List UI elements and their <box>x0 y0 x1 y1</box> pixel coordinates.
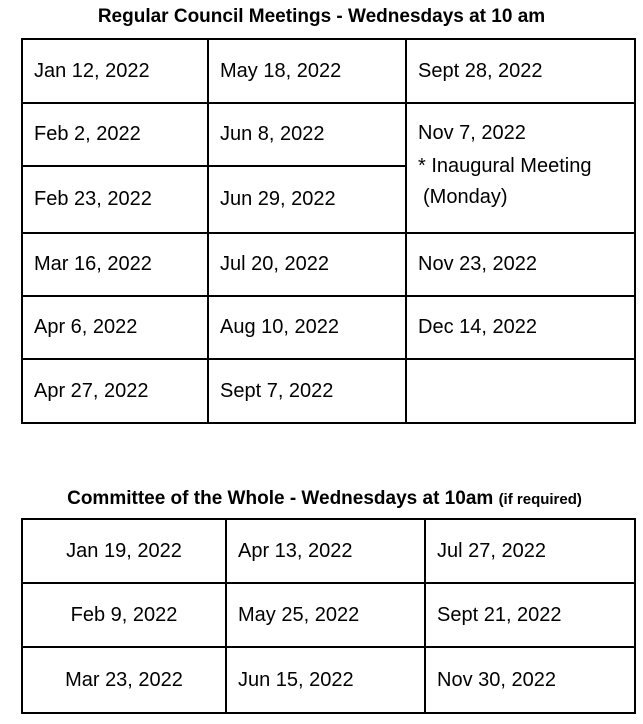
date-cell: Jun 29, 2022 <box>208 166 406 233</box>
table-row <box>22 647 635 713</box>
date-cell: Mar 16, 2022 <box>22 233 208 296</box>
date-cell: Jan 12, 2022 <box>22 39 208 103</box>
date-cell: Jan 19, 2022 <box>22 519 226 583</box>
inaugural-day-note: (Monday) <box>423 186 508 208</box>
regular-meetings-title-text: Regular Council Meetings - Wednesdays at 10 am <box>97 6 546 27</box>
committee-title-suffix: (if required) <box>498 491 582 508</box>
committee-title <box>6 488 643 510</box>
table-row <box>22 519 635 583</box>
committee-table <box>21 518 636 714</box>
table-row <box>22 103 635 166</box>
date-cell: Feb 2, 2022 <box>22 103 208 166</box>
regular-meetings-title <box>0 6 643 28</box>
date-cell: Jul 27, 2022 <box>425 519 635 583</box>
inaugural-meeting-cell <box>406 103 635 233</box>
table-row <box>22 233 635 296</box>
date-cell: Sept 28, 2022 <box>406 39 635 103</box>
regular-meetings-table <box>21 38 636 424</box>
date-cell: Jun 15, 2022 <box>226 647 425 713</box>
date-cell: Aug 10, 2022 <box>208 296 406 359</box>
date-cell: May 18, 2022 <box>208 39 406 103</box>
date-cell: Jul 20, 2022 <box>208 233 406 296</box>
date-cell: Sept 21, 2022 <box>425 583 635 647</box>
inaugural-note: * Inaugural Meeting <box>418 155 592 177</box>
table-row <box>22 296 635 359</box>
table-row <box>22 359 635 423</box>
date-cell: Feb 23, 2022 <box>22 166 208 233</box>
date-cell: Jun 8, 2022 <box>208 103 406 166</box>
date-cell: Apr 13, 2022 <box>226 519 425 583</box>
committee-title-text: Committee of the Whole - Wednesdays at 10am <box>67 488 494 509</box>
empty-cell <box>406 359 635 423</box>
table-row <box>22 39 635 103</box>
date-cell: Apr 27, 2022 <box>22 359 208 423</box>
date-cell: Nov 30, 2022 <box>425 647 635 713</box>
date-cell: May 25, 2022 <box>226 583 425 647</box>
date-cell: Sept 7, 2022 <box>208 359 406 423</box>
date-cell: Mar 23, 2022 <box>22 647 226 713</box>
date-cell: Dec 14, 2022 <box>406 296 635 359</box>
date-cell: Nov 23, 2022 <box>406 233 635 296</box>
inaugural-date: Nov 7, 2022 <box>418 122 526 144</box>
date-cell: Feb 9, 2022 <box>22 583 226 647</box>
date-cell: Apr 6, 2022 <box>22 296 208 359</box>
table-row <box>22 583 635 647</box>
